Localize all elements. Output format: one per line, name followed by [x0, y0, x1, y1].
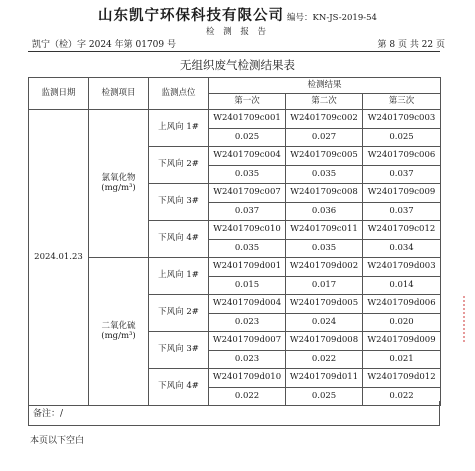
sample-id: W2401709c012 — [363, 221, 441, 240]
table-title: 无组织废气检测结果表 — [180, 58, 295, 72]
blank-below-note: 本页以下空白 — [30, 436, 85, 446]
result-value: 0.025 — [286, 388, 363, 406]
sample-id: W2401709d010 — [209, 369, 286, 388]
sample-id: W2401709d005 — [286, 295, 363, 314]
result-value: 0.025 — [209, 129, 286, 147]
header-third: 第三次 — [363, 94, 441, 110]
company-name: 山东凯宁环保科技有限公司 — [98, 7, 285, 24]
sample-date: 2024.01.23 — [29, 110, 89, 406]
results-table — [28, 77, 441, 406]
sample-id: W2401709c008 — [286, 184, 363, 203]
result-value: 0.037 — [209, 203, 286, 221]
result-value: 0.034 — [363, 240, 441, 258]
result-value: 0.036 — [286, 203, 363, 221]
header-point: 监测点位 — [149, 78, 209, 110]
sample-id: W2401709c001 — [209, 110, 286, 129]
sample-id: W2401709d007 — [209, 332, 286, 351]
sample-id: W2401709c006 — [363, 147, 441, 166]
monitor-point: 下风向 2# — [149, 295, 209, 332]
results-body — [29, 78, 441, 406]
monitor-point: 下风向 2# — [149, 147, 209, 184]
monitor-point: 上风向 1# — [149, 110, 209, 147]
sample-id: W2401709d012 — [363, 369, 441, 388]
sample-id: W2401709c004 — [209, 147, 286, 166]
test-item-unit: (mg/m³) — [101, 182, 136, 193]
notes-label: 备注：/ — [33, 409, 64, 419]
result-value: 0.020 — [363, 314, 441, 332]
sample-id: W2401709d003 — [363, 258, 441, 277]
result-value: 0.035 — [286, 166, 363, 184]
monitor-point: 下风向 4# — [149, 221, 209, 258]
result-value: 0.037 — [363, 166, 441, 184]
page-indicator: 第 8 页 共 22 页 — [377, 40, 445, 50]
report-type: 检 测 报 告 — [205, 27, 270, 37]
sample-id: W2401709c011 — [286, 221, 363, 240]
monitor-point: 上风向 1# — [149, 258, 209, 295]
test-item — [89, 258, 149, 406]
sample-id: W2401709d004 — [209, 295, 286, 314]
seal-stamp-edge — [463, 296, 471, 342]
report-number: 凯宁（检）字 2024 年第 01709 号 — [32, 40, 176, 50]
result-value: 0.025 — [363, 129, 441, 147]
result-value: 0.015 — [209, 277, 286, 295]
result-value: 0.023 — [209, 351, 286, 369]
result-value: 0.022 — [209, 388, 286, 406]
result-value: 0.022 — [363, 388, 441, 406]
monitor-point: 下风向 3# — [149, 184, 209, 221]
document-code: 编号：KN-JS-2019-54 — [287, 13, 377, 23]
notes-box — [28, 401, 440, 426]
result-value: 0.035 — [209, 240, 286, 258]
header-divider — [28, 51, 440, 52]
sample-id: W2401709d011 — [286, 369, 363, 388]
test-item — [89, 110, 149, 258]
test-item-unit: (mg/m³) — [101, 330, 136, 341]
header-first: 第一次 — [209, 94, 286, 110]
sample-id: W2401709c010 — [209, 221, 286, 240]
monitor-point: 下风向 4# — [149, 369, 209, 406]
monitor-point: 下风向 3# — [149, 332, 209, 369]
result-value: 0.014 — [363, 277, 441, 295]
result-value: 0.035 — [209, 166, 286, 184]
table-row — [29, 258, 441, 277]
result-value: 0.017 — [286, 277, 363, 295]
header-results: 检测结果 — [209, 78, 441, 94]
result-value: 0.037 — [363, 203, 441, 221]
header-item: 检测项目 — [89, 78, 149, 110]
sample-id: W2401709c009 — [363, 184, 441, 203]
result-value: 0.035 — [286, 240, 363, 258]
sample-id: W2401709c005 — [286, 147, 363, 166]
test-item-name: 二氧化硫 — [101, 320, 136, 331]
test-item-name: 氯氧化物 — [101, 172, 136, 183]
result-value: 0.023 — [209, 314, 286, 332]
header-date: 监测日期 — [29, 78, 89, 110]
sample-id: W2401709c003 — [363, 110, 441, 129]
result-value: 0.022 — [286, 351, 363, 369]
result-value: 0.027 — [286, 129, 363, 147]
sample-id: W2401709d008 — [286, 332, 363, 351]
sample-id: W2401709d002 — [286, 258, 363, 277]
header-second: 第二次 — [286, 94, 363, 110]
sample-id: W2401709c002 — [286, 110, 363, 129]
report-header — [0, 4, 475, 25]
sample-id: W2401709d009 — [363, 332, 441, 351]
table-row — [29, 110, 441, 129]
result-value: 0.021 — [363, 351, 441, 369]
sample-id: W2401709c007 — [209, 184, 286, 203]
result-value: 0.024 — [286, 314, 363, 332]
sample-id: W2401709d001 — [209, 258, 286, 277]
sample-id: W2401709d006 — [363, 295, 441, 314]
